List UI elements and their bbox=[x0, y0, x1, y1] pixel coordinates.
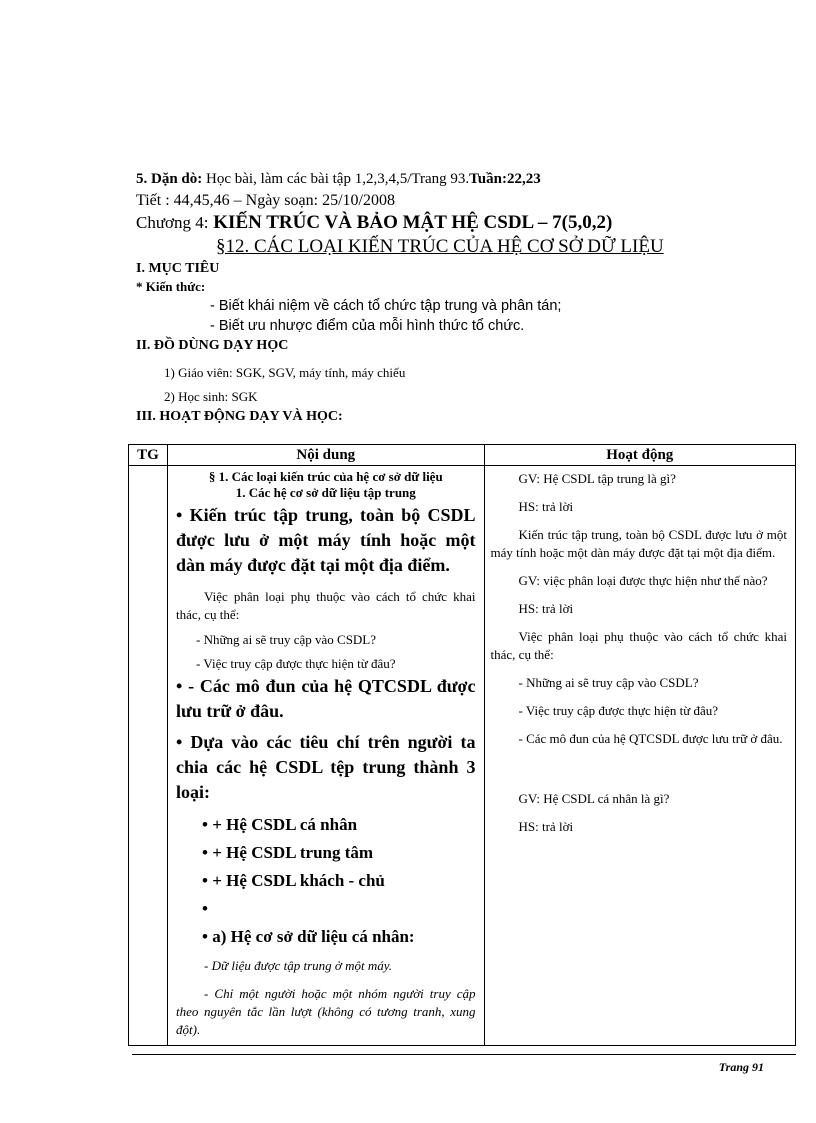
time-cell bbox=[129, 466, 168, 1046]
content-bold-para: • - Các mô đun của hệ QTCSDL được lưu trữ ở đâu. bbox=[176, 676, 476, 721]
content-bullet: • + Hệ CSDL trung tâm bbox=[202, 843, 374, 862]
activity-line: Việc phân loại phụ thuộc vào cách tổ chức khai thác, cụ thể: bbox=[490, 629, 787, 662]
content-cell bbox=[168, 466, 484, 1046]
content-bullet: • + Hệ CSDL cá nhân bbox=[202, 815, 358, 834]
activity-line: HS: trả lời bbox=[518, 819, 574, 834]
table-row bbox=[129, 466, 796, 1046]
content-bullet: • + Hệ CSDL khách - chủ bbox=[202, 871, 385, 890]
page-number: Trang 91 bbox=[718, 1060, 764, 1074]
homework-label: 5. Dặn dò: bbox=[136, 171, 203, 187]
content-question: - Những ai sẽ truy cập vào CSDL? bbox=[196, 632, 377, 647]
section-title: §12. CÁC LOẠI KIẾN TRÚC CỦA HỆ CƠ SỞ DỮ LIỆU bbox=[216, 236, 664, 257]
content-question: - Việc truy cập được thực hiện từ đâu? bbox=[196, 656, 396, 671]
objectives-heading: I. MỤC TIÊU bbox=[136, 261, 220, 276]
content-subtitle: 1. Các hệ cơ sở dữ liệu tập trung bbox=[235, 485, 416, 500]
activity-line: GV: việc phân loại được thực hiện như thế nào? bbox=[518, 573, 768, 588]
tools-heading: II. ĐỒ DÙNG DẠY HỌC bbox=[136, 338, 289, 353]
activity-line: - Các mô đun của hệ QTCSDL được lưu trữ ở đâu. bbox=[518, 731, 783, 746]
activity-line: HS: trả lời bbox=[518, 601, 574, 616]
activity-line: Kiến trúc tập trung, toàn bộ CSDL được lưu ở một máy tính hoặc một dàn máy được đặt tại một địa điểm. bbox=[490, 527, 787, 560]
objective-item: - Biết khái niệm về cách tổ chức tập trung và phân tán; bbox=[210, 298, 562, 314]
knowledge-label: * Kiến thức: bbox=[136, 279, 206, 294]
objective-item: - Biết ưu nhược điểm của mỗi hình thức tổ chức. bbox=[210, 318, 525, 334]
activity-line: - Những ai sẽ truy cập vào CSDL? bbox=[518, 675, 699, 690]
content-bullet: • bbox=[202, 899, 208, 918]
header-content: Nội dung bbox=[168, 445, 484, 466]
content-title: § 1. Các loại kiến trúc của hệ cơ sở dữ liệu bbox=[208, 469, 443, 484]
homework-text: Học bài, làm các bài tập 1,2,3,4,5/Trang 93. bbox=[202, 171, 470, 187]
content-italic: - Dữ liệu được tập trung ở một máy. bbox=[204, 958, 393, 973]
table-header-row bbox=[129, 445, 796, 466]
header-tg: TG bbox=[129, 445, 168, 466]
tools-student: 2) Học sinh: SGK bbox=[164, 389, 258, 404]
tools-teacher: 1) Giáo viên: SGK, SGV, máy tính, máy chiếu bbox=[164, 365, 406, 380]
chapter-title bbox=[136, 212, 612, 234]
activities-heading: III. HOẠT ĐỘNG DẠY VÀ HỌC: bbox=[136, 409, 343, 424]
week-label: Tuần:22,23 bbox=[469, 171, 541, 187]
header-activity: Hoạt động bbox=[484, 445, 795, 466]
period-date-line: Tiết : 44,45,46 – Ngày soạn: 25/10/2008 bbox=[136, 192, 395, 209]
activity-line: - Việc truy cập được thực hiện từ đâu? bbox=[518, 703, 719, 718]
activity-line: GV: Hệ CSDL tập trung là gì? bbox=[518, 471, 676, 486]
content-bullet: • a) Hệ cơ sở dữ liệu cá nhân: bbox=[202, 927, 415, 946]
homework-line bbox=[136, 171, 541, 188]
activity-cell bbox=[484, 466, 795, 1046]
content-para: Việc phân loại phụ thuộc vào cách tổ chức khai thác, cụ thể: bbox=[176, 589, 476, 622]
chapter-name: KIẾN TRÚC VÀ BẢO MẬT HỆ CSDL – 7(5,0,2) bbox=[208, 212, 613, 233]
content-italic: - Chỉ một người hoặc một nhóm người truy cập theo nguyên tắc lần lượt (không có tương tranh, xung đột). bbox=[176, 986, 476, 1037]
activity-line: HS: trả lời bbox=[518, 499, 574, 514]
lesson-table bbox=[128, 444, 796, 1046]
content-bold-para: • Kiến trúc tập trung, toàn bộ CSDL được lưu ở một máy tính hoặc một dàn máy được đặt tại một địa điểm. bbox=[176, 505, 476, 575]
activity-line: GV: Hệ CSDL cá nhân là gì? bbox=[518, 791, 670, 806]
content-bold-para: • Dựa vào các tiêu chí trên người ta chia các hệ CSDL tệp trung thành 3 loại: bbox=[176, 732, 476, 802]
chapter-prefix: Chương 4: bbox=[136, 213, 209, 232]
footer-rule bbox=[132, 1054, 796, 1055]
